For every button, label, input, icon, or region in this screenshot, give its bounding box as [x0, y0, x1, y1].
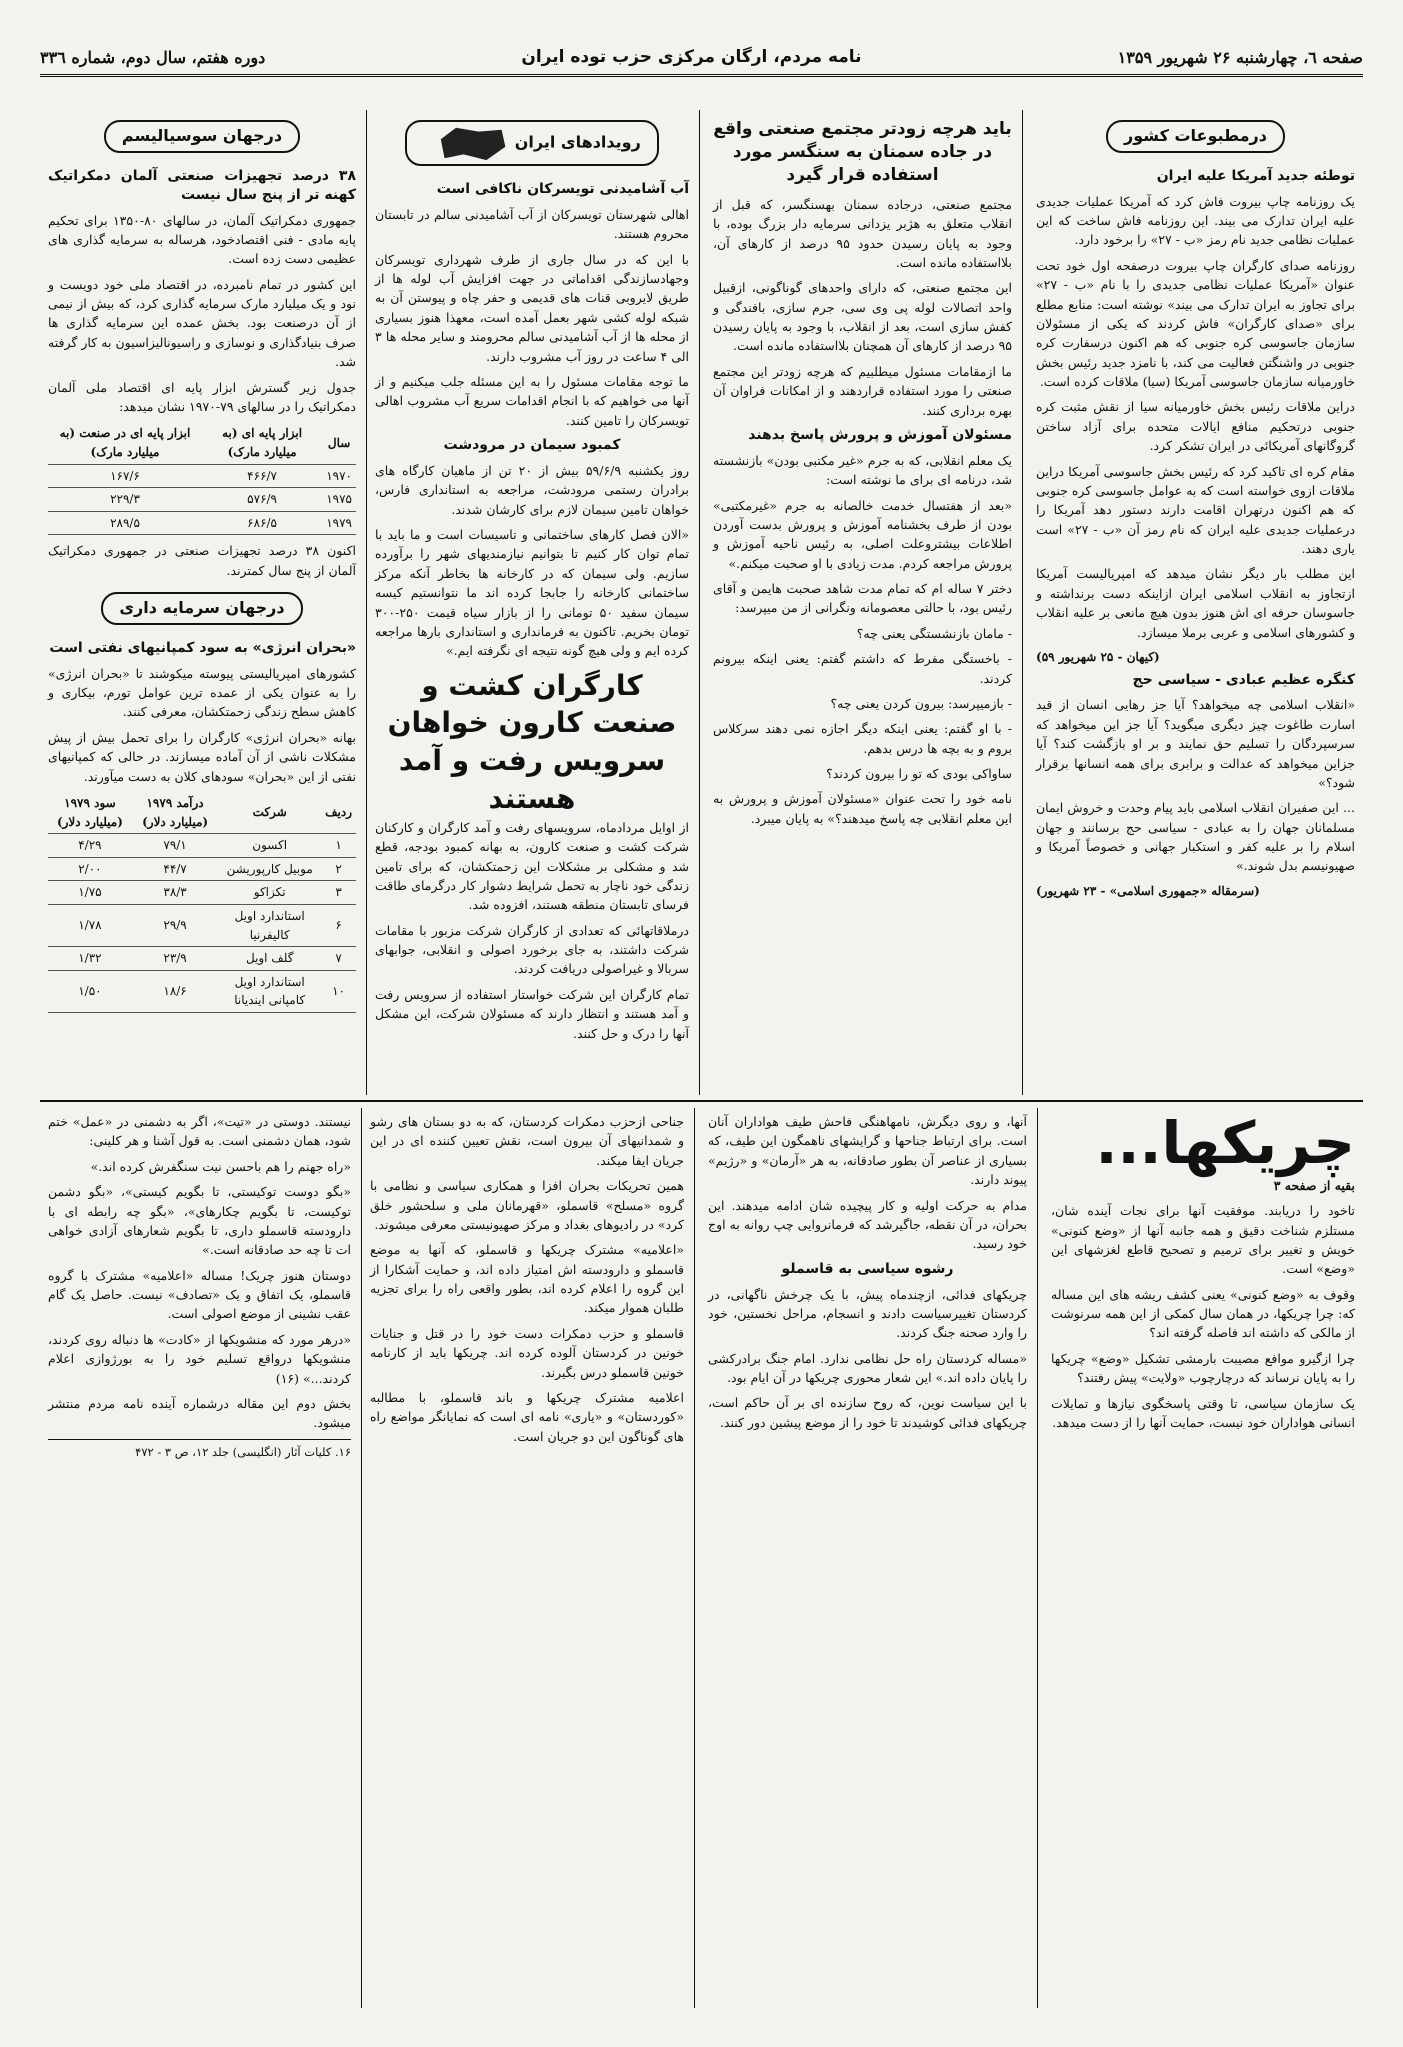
paragraph: بهانه «بحران انرژی» کارگران را برای تحمل بیش از پیش مشکلات ناشی از آن آماده میسازند. در حالی که کمپانیهای نفتی از این «بحران» سودهای کلان به دست میآورند. [48, 729, 356, 784]
paragraph: «راه جهنم را هم باحسن نیت سنگفرش کرده اند.» [90, 1158, 351, 1174]
column-guerrillas [1043, 1108, 1363, 2008]
table-header: ابزار پایه ای در صنعت (به میلیارد مارک) [48, 422, 202, 464]
table-row [48, 947, 356, 971]
headline-water: آب آشامیدنی تویسرکان ناکافی است [436, 181, 689, 197]
table-cell: ۱/۳۲ [48, 947, 132, 971]
paragraph: یک معلم انقلابی، که به جرم «غیر مکتبی بودن» بازنشسته شد، درنامه ای برای ما نوشته است: [713, 452, 1012, 488]
issue-number: دوره هفتم، سال دوم، شماره ۳۳٦ [40, 47, 266, 67]
table-cell: ۱۹۷۹ [322, 511, 356, 535]
table-cell: ۱ [321, 834, 356, 858]
table-header: درآمد ۱۹۷۹ (میلیارد دلار) [132, 792, 218, 834]
table-row [48, 511, 356, 535]
column-conclusion [40, 1108, 359, 2008]
paragraph: جمهوری دمکراتیک آلمان، در سالهای ۸۰-۱۳۵۰ برای تحکیم پایه مادی - فنی اقتصادخود، هرساله به سرمایه گذاری های عظیمی دست زده است. [48, 212, 356, 267]
gdr-assets-table [48, 422, 356, 535]
table-cell: ۱/۵۰ [48, 970, 132, 1012]
column-rule [1037, 1108, 1038, 2008]
continued-note: بقیه از صفحه ۳ [1273, 1177, 1355, 1193]
section-tag-press: درمطبوعات کشور [1106, 120, 1285, 153]
paragraph: تمام کارگران این شرکت خواستار استفاده از سرویس رفت و آمد هستند و انتظار دارند که مسئولان شرکت، این مشکل آنها را درک و حل کنند. [375, 986, 689, 1041]
column-world [40, 110, 364, 1095]
headline-karun-workers: کارگران کشت و صنعت کارون خواهان سرویس رفت و آمد هستند [387, 668, 677, 816]
table-cell: تکزاکو [218, 881, 321, 905]
paragraph: کشورهای امپریالیستی پیوسته میکوشند تا «بحران انرژی» را به عنوان یکی از عمده ترین عوامل تورم، بیکاری و کاهش سطح زندگی زحمتکشان، معرفی کنند. [48, 665, 356, 720]
column-press-review [1028, 110, 1363, 1095]
paragraph: ... این صفیران انقلاب اسلامی باید پیام وحدت و خروش ایمان مسلمانان جهان را به عبادی - سیاسی حج برسانند و جهان اسلام را بر علیه کفر و استکبار جهانی و خصوصاً آمریکا و صهیونیسم بدل شوند.» [1036, 800, 1355, 874]
column-bribe [700, 1108, 1035, 2008]
headline-semnan-complex: باید هرچه زودتر مجتمع صنعتی واقع در جاده سمنان به سنگسر مورد استفاده قرار گیرد [713, 119, 1012, 185]
table-cell: ۲/۰۰ [48, 857, 132, 881]
paper-name: نامه مردم، ارگان مرکزی حزب توده ایران [521, 47, 862, 67]
headline-cement: کمبود سیمان در مرودشت [443, 437, 621, 454]
table-row [48, 904, 356, 946]
paragraph: مدام به حرکت اولیه و کار پیچیده شان ادامه میدهند. این بحران، در آن نقطه، جاگیرشد که فرمانروایی چپ روانه به اوج خود رسید. [708, 1197, 1027, 1252]
table-row [48, 857, 356, 881]
column-rule [699, 110, 700, 1095]
oil-companies-table [48, 792, 356, 1013]
table-cell: ۱/۷۸ [48, 904, 132, 946]
column-rule [366, 110, 367, 1095]
paragraph: «مساله کردستان راه حل نظامی ندارد. امام جنگ برادرکشی را پایان داده اند.» این شعار محوری چریکها در آن ایام بود. [708, 1350, 1027, 1386]
table-header: شرکت [218, 792, 321, 834]
source-kayhan: (کیهان - ۲۵ شهریور ۵۹) [1036, 649, 1160, 664]
paragraph: وقوف به «وضع کنونی» یعنی کشف ریشه های این مساله که: چرا چریکها، در همان سال کمکی از این همه سرنوشت از مالکی که داشته اند فاصله گرفته اند؟ [1051, 1286, 1355, 1341]
paragraph: «بگو دوست توکیستی، تا بگویم کیستی»، «بگو دشمن توکیست، تا بگویم چکارهای»، «بگو چه رابطه ای با دارودسته قاسملو داری، تا بگویم شعارهای آزادی خواهی ات تا چه حد صادقانه است.» [48, 1184, 351, 1258]
headline-education: مسئولان آموزش و پرورش پاسخ بدهند [748, 426, 1012, 443]
table-header: سود ۱۹۷۹ (میلیارد دلار) [48, 792, 132, 834]
paragraph: این مجتمع صنعتی، که دارای واحدهای گوناگونی، ازقبیل واحد اتصالات لوله پی وی سی، جرم سازی، بافندگی و کفش سازی است، بعد از انقلاب، با وجود به پایان رسیدن ۹۵ درصد از کارهای آن همچنان بلااستفاده مانده است. [713, 280, 1012, 354]
table-row [48, 834, 356, 858]
paragraph: - باخستگی مفرط که داشتم گفتم: یعنی اینکه بیرونم کردند. [713, 651, 1012, 686]
column-rule [694, 1108, 695, 2008]
headline-guerrillas: چریکها... [1095, 1109, 1355, 1177]
paragraph: با این سیاست نوین، که روح سازنده ای بر آن حاکم است، چریکهای فدائی کوشیدند تا خود را از موضع پیشین دور کنند. [708, 1395, 1027, 1430]
table-cell: ۳۸/۳ [132, 881, 218, 905]
paragraph: «اعلامیه» مشترک چریکها و قاسملو، که آنها به موضع قاسملو و دارودسته اش امتیاز داده اند، و حمایت آشکارا از این گروه را اعلام کرده اند، بطور واقعی راه را برای تجزیه طلبان هموار میکند. [370, 1242, 684, 1316]
table-cell: ۶۸۶/۵ [202, 511, 322, 535]
table-header: سال [322, 422, 356, 464]
paragraph: «انقلاب اسلامی چه میخواهد؟ آیا جز رهایی انسان از قید اسارت طاغوت چیز دیگری میگوید؟ آیا جز این میخواهد که سرسپردگان را تسلیم حق نمایند و بر او بازگشت کند؟ آیا جزاین میخواهد که عدالت و برابری برای همه انسانها برقرار شود؟» [1036, 697, 1355, 790]
headline-gdr-industry: ۳۸ درصد تجهیزات صنعتی آلمان دمکراتیک کهنه تر از پنج سال نیست [48, 167, 356, 203]
paragraph: مقام کره ای تاکید کرد که رئیس بخش جاسوسی آمریکا دراین ملاقات ازوی خواسته است که به عوامل جاسوسی کره جنوبی که هم اکنون درتهران اقامت دارند دستور دهد آمریکا را درعملیات جدیدی علیه ایران که نام رمز آن «ب - ۲۷» است یاری دهند. [1036, 463, 1356, 557]
paragraph: - بازمیپرسد: بیرون کردن یعنی چه؟ [830, 695, 1012, 711]
paragraph: روز یکشنبه ۵۹/۶/۹ بیش از ۲۰ تن از ماهیان کارگاه های برادران رستمی مرودشت، مراجعه به استانداری فارس، خواهان تامین سیمان لازم برای کارشان شدند. [375, 462, 690, 517]
table-cell: ۴۴/۷ [132, 857, 218, 881]
table-cell: ۲۸۹/۵ [48, 511, 202, 535]
iran-map-icon [433, 124, 509, 162]
table-header: ابزار پایه ای (به میلیارد مارک) [202, 422, 322, 464]
masthead [40, 40, 1363, 77]
paragraph: این کشور در تمام نامبرده، در اقتصاد ملی خود دویست و نود و یک میلیارد مارک سرمایه گذاری کرد، که بیش از نیمی از آن درصنعت بود. بخش عمده این سرمایه گذاری ها صرف بنیادگذاری و نوسازی و راسیونالیزاسیون به کار گرفته شد. [48, 276, 356, 370]
paragraph: از اوایل مردادماه، سرویسهای رفت و آمد کارگران و کارکنان شرکت کشت و صنعت کارون، به بهانه کمبود بودجه، قطع شد و مشکلی بر مشکلات این زحمتکشان، که برای تامین زندگی خود ناچار به تحمل شرایط دشوار کار درگرمای طاقت فرسای تابستان منطقه هستند، افزوده شد. [375, 819, 689, 913]
paragraph: همین تحریکات بحران افزا و همکاری سیاسی و نظامی با گروه «مسلح» قاسملو، «قهرمانان ملی و سلحشور خلق کرد» در رادیوهای بغداد و مرکز صهیونیستی معرفی میشوند. [370, 1178, 684, 1232]
table-cell: موبیل کارپوریشن [218, 857, 321, 881]
column-industry [705, 110, 1020, 1095]
table-cell: گلف اویل [218, 947, 321, 971]
paragraph: قاسملو و حزب دمکرات دست خود را در قتل و جنایات خونین در کردستان آلوده کرده اند. چریکها باید از کارنامه خونین قاسملو درس بگیرند. [370, 1325, 684, 1380]
paragraph: چریکهای فدائی، ازچندماه پیش، با یک چرخش ناگهانی، در کردستان تغییرسیاست دادند و انسجام، مراحل نخستین، خود را وارد صحنه جنگ کردند. [708, 1286, 1027, 1341]
source-jomhouri: (سرمقاله «جمهوری اسلامی» - ۲۳ شهریور) [1036, 883, 1260, 898]
paragraph: «بعد از هفتسال خدمت خالصانه به جرم «غیرمکتبی» بودن از طرف بخشنامه آموزش و پرورش بدست آوردن اطلاعات بیشتروعلت اصلی، به رئیس ناحیه آموزش و پرورش مراجعه کردم. مدت زیادی با او صحبت میکنم.» [713, 497, 1012, 571]
table-cell: ۴/۲۹ [48, 834, 132, 858]
column-rule [361, 1108, 362, 2008]
table-cell: ۲۳/۹ [132, 947, 218, 971]
paragraph: دختر ۷ ساله ام که تمام مدت شاهد صحبت هایمن و آقای رئیس بود، با حالتی معصومانه ونگرانی از من میپرسد: [713, 581, 1012, 616]
paragraph: ساواکی بودی که تو را بیرون کردند؟ [826, 766, 1012, 782]
table-row [48, 970, 356, 1012]
table-cell: ۲ [321, 857, 356, 881]
paragraph: «درهر مورد که منشویکها از «کادت» ها دنباله روی کردند، منشویکها درواقع تسلیم خود را به بورژوازی اعلام کردند...» (۱۶) [48, 1331, 351, 1386]
paragraph: دراین ملاقات رئیس بخش خاورمیانه سیا از نقش مثبت کره جنوبی درتحکیم منافع ایالات متحده برای آزاد ساختن گروگانهای آمریکائی در ایران تشکر کرد. [1036, 399, 1355, 454]
paragraph: درملاقاتهائی که تعدادی از کارگران شرکت مزبور با مقامات شرکت داشتند، به جای برخورد اصولی و انقلابی، جوابهای سربالا و غیراصولی دریافت کردند. [375, 922, 689, 977]
paragraph: اعلامیه مشترک چریکها و باند قاسملو، با مطالبه «کوردستان» و «یاری» نامه ای است که نمایانگر مواضع راه های گوناگون این دو جریان است. [370, 1389, 684, 1444]
paragraph: - مامان بازنشستگی یعنی چه؟ [856, 625, 1012, 641]
column-iran-events [367, 110, 697, 1095]
paragraph: یک روزنامه چاپ بیروت فاش کرد که آمریکا عملیات جدیدی علیه ایران تدارک می بیند. این روزنامه فاش ساخت که این عملیات نظامی جدید نام رمز «ب - ۲۷» را برخود دارد. [1036, 193, 1355, 248]
paragraph: آنها، و روی دیگرش، نامهاهنگی فاحش طیف هواداران آنان است. برای ارتباط جناحها و گرایشهای ناهمگون این طیف، که بسیاری از عناصر آن بطور صادقانه، به هر «آرمان» و «رژیم» پیوند دارند. [708, 1114, 1027, 1188]
footnote: ۱۶. کلیات آثار (انگلیسی) جلد ۱۲، ص ۳ - ۴۷۲ [48, 1439, 351, 1462]
table-cell: ۱۹۷۵ [322, 488, 356, 512]
headline-bribe: رشوه سیاسی به قاسملو [781, 1260, 954, 1277]
table-header: ردیف [321, 792, 356, 834]
table-cell: ۱۰ [321, 970, 356, 1012]
paragraph: اهالی شهرستان تویسرکان از آب آشامیدنی سالم در تابستان محروم هستند. [375, 206, 689, 242]
paragraph: با این که در سال جاری از طرف شهرداری تویسرکان وجهادسازندگی اقداماتی در جهت افزایش آب لوله ها از طریق لایروبی قنات های قدیمی و حفر چاه و پیوستن آن به شبکه لوله کشی شهر بعمل آمده است، معهذا هنوز بسیاری از محله ها از آب آشامیدنی سالم محرومند و سایر محله ها ۳ الی ۴ ساعت در روز آب مشروب دارند. [375, 251, 689, 364]
table-cell: ۷۹/۱ [132, 834, 218, 858]
paragraph: بخش دوم این مقاله درشماره آینده نامه مردم منتشر میشود. [48, 1395, 351, 1431]
paragraph: ما توجه مقامات مسئول را به این مسئله جلب میکنیم و از آنها می خواهیم که با انجام اقدامات سریع آب مشروب اهالی تویسرکان را تامین کنند. [375, 373, 689, 428]
section-tag-capitalism: درجهان سرمایه داری [101, 592, 302, 625]
table-cell: اکسون [218, 834, 321, 858]
table-cell: ۵۷۶/۹ [202, 488, 322, 512]
table-row [48, 488, 356, 512]
table-cell: ۶ [321, 904, 356, 946]
paragraph: این مطلب بار دیگر نشان میدهد که امپریالیست آمریکا ازتجاوز به انقلاب اسلامی ایران ازاینکه دست برنداشته و جاسوسان حرفه ای اش هنوز بدون هیچ مانعی بر علیه انقلاب و کشورهای اسلامی و عربی برملا میسازد. [1036, 566, 1355, 640]
table-cell: ۳ [321, 881, 356, 905]
column-rule [1022, 110, 1023, 1095]
table-cell: ۱۸/۶ [132, 970, 218, 1012]
paragraph: مجتمع صنعتی، درجاده سمنان بهسنگسر، که قبل از انقلاب متعلق به هژبر یزدانی سرمایه دار بزرگ بوده، با وجود به پایان رسیدن حدود ۹۵ درصد از کارهای آن، بلااستفاده مانده است. [713, 196, 1012, 270]
section-tag-iran: رویدادهای ایران [405, 120, 659, 166]
section-divider [40, 1100, 1363, 1102]
paragraph: روزنامه صدای کارگران چاپ بیروت درصفحه اول خود تحت عنوان «آمریکا عملیات نظامی جدیدی را با نام «ب - ۲۷» برای تجاوز به ایران تدارک می بیند» نوشته است: منابع مطلع برای «صدای کارگران» فاش کردند که یکی از مسئولان سازمان جاسوسی کره جنوبی که هم اکنون درسفارت کره جنوبی در واشنگتن فعالیت می کند، با نامزد جدید رئیس بخش خاورمیانه سازمان جاسوسی آمریکا (سیا) ملاقات کرده است. [1036, 257, 1355, 390]
paragraph: «الان فصل کارهای ساختمانی و تاسیسات است و ما باید با تمام توان کار کنیم تا بتوانیم نیازمندیهای شهر را برآورده سازیم. ولی سیمان که در کارخانه ها بخاطر آنکه مرکز ساختمانی کارخانه را جابجا کرده اند ما نتوانستیم کیسه سیمان سفید ۵۰ تومانی را از بازار سیاه قیمت ۲۵۰-۳۰۰ تومان بخریم. تاکنون به فرمانداری و استانداری بارها مراجعه کرده ایم و ولی هیچ گونه نتیجه ای نگرفته ایم.» [375, 527, 689, 659]
table-row [48, 464, 356, 488]
table-cell: استاندارد اویل کالیفرنیا [218, 904, 321, 946]
table-cell: ۱۹۷۰ [322, 464, 356, 488]
table-row [48, 881, 356, 905]
table-cell: ۱۶۷/۶ [48, 464, 202, 488]
headline-hajj: کنگره عظیم عبادی - سیاسی حج [1132, 671, 1355, 688]
table-cell: ۱/۷۵ [48, 881, 132, 905]
table-cell: ۷ [321, 947, 356, 971]
table-cell: ۲۹/۹ [132, 904, 218, 946]
table-cell: ۴۶۶/۷ [202, 464, 322, 488]
paragraph: اکنون ۳۸ درصد تجهیزات صنعتی در جمهوری دمکراتیک آلمان از پنج سال کمترند. [48, 543, 357, 578]
page-info: صفحه ٦، چهارشنبه ۲۶ شهریور ۱۳۵۹ [1117, 47, 1363, 67]
paragraph: تاخود را دریابند. موفقیت آنها برای نجات آینده شان، مستلزم شناخت دقیق و همه جانبه آنها از «وضع کنونی» خویش و تغییر برای ترمیم و تصحیح قاطع لغزشهای این «وضع» است. [1051, 1203, 1355, 1277]
paragraph: چرا ازگیرو موافع مصیبت بارمشی تشکیل «وضع» چریکها را به پایان نرساند که درچارچوب «ولایت» پیش رفتند؟ [1051, 1350, 1355, 1386]
paragraph: نامه خود را تحت عنوان «مسئولان آموزش و پرورش به این معلم انقلابی چه پاسخ میدهند؟» به پایان میبرد. [713, 791, 1012, 826]
section-tag-socialism: درجهان سوسیالیسم [104, 120, 300, 153]
headline-energy-crisis: «بحران انرژی» به سود کمپانیهای نفتی است [49, 639, 356, 656]
table-cell: استاندارد اویل کامپانی ایندیانا [218, 970, 321, 1012]
table-caption: جدول زیر گسترش ابزار پایه ای اقتصاد ملی آلمان دمکراتیک را در سالهای ۷۹-۱۹۷۰ نشان میدهد: [48, 379, 356, 414]
table-cell: ۲۲۹/۳ [48, 488, 202, 512]
paragraph: یک سازمان سیاسی، تا وقتی پاسخگوی نیازها و تمایلات انسانی هواداران خود نیست، حمایت آنها را از دست میدهد. [1051, 1395, 1355, 1430]
headline-us-plot: توطئه جدید آمریکا علیه ایران [1156, 167, 1355, 184]
paragraph: جناحی ازحزب دمکرات کردستان، که به دو بستان های رشو و شمدانیهای آن بیرون است، نقش تعیین کننده ای در این جریان ایفا میکند. [370, 1114, 684, 1168]
paragraph: نیستند. دوستی در «تیت»، اگر به دشمنی در «عمل» ختم شود، همان دشمنی است. به قول آشنا و هر کلینی: [48, 1114, 351, 1149]
paragraph: دوستان هنوز چریک! مساله «اعلامیه» مشترک با گروه قاسملو، یک اتفاق و یک «تصادف» نیست. حاصل یک گام عقب نشینی از موضع اصولی است. [48, 1267, 351, 1322]
paragraph: ما ازمقامات مسئول میطلبیم که هرچه زودتر این مجتمع صنعتی را مورد استفاده قراردهند و از امکانات فراوان آن بهره برداری کنند. [713, 363, 1012, 418]
column-kurdistan [362, 1108, 692, 2008]
paragraph: - با او گفتم: یعنی اینکه دیگر اجازه نمی دهند سرکلاس بروم و به بچه ها درس بدهم. [713, 721, 1012, 756]
